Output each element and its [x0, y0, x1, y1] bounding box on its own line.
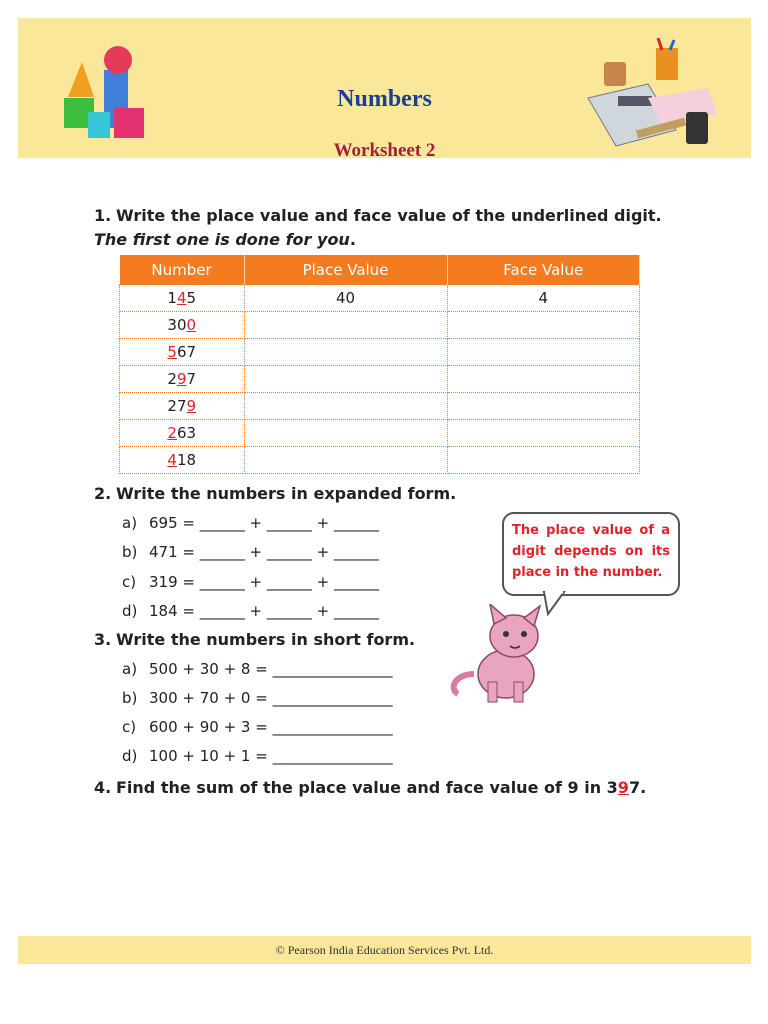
question-text: Find the sum of the place value and face value of 9 in 3 — [116, 778, 618, 797]
expanded-item — [122, 514, 379, 532]
item-expression: 319 = ______ + ______ + ______ — [149, 573, 379, 591]
column-header: Place Value — [244, 255, 447, 285]
underlined-digit: 4 — [176, 289, 187, 307]
number-cell — [120, 312, 245, 339]
question-number: 1. — [94, 206, 112, 225]
item-label: d) — [122, 602, 138, 620]
face-value-cell — [447, 447, 640, 474]
table-row — [120, 420, 640, 447]
item-expression: 100 + 10 + 1 = ________________ — [149, 747, 393, 765]
question-text: Write the place value and face value of the underlined digit. — [116, 206, 662, 225]
item-label: a) — [122, 514, 138, 532]
table-row — [120, 447, 640, 474]
number-digits: 18 — [176, 451, 197, 469]
item-label: d) — [122, 747, 138, 765]
expanded-item — [122, 543, 379, 561]
place-value-cell — [244, 366, 447, 393]
table-row — [120, 285, 640, 312]
underlined-digit: 9 — [186, 397, 197, 415]
underlined-digit: 5 — [167, 343, 177, 361]
item-label: a) — [122, 660, 138, 678]
number-cell — [120, 447, 245, 474]
underlined-digit: 9 — [176, 370, 187, 388]
table-row — [120, 339, 640, 366]
place-value-table — [119, 255, 640, 474]
table-row — [120, 393, 640, 420]
expanded-item — [122, 573, 379, 591]
underlined-digit: 2 — [167, 424, 177, 442]
table-row — [120, 312, 640, 339]
question-hint: The first one is done for you — [94, 230, 350, 249]
item-expression: 471 = ______ + ______ + ______ — [149, 543, 379, 561]
item-label: c) — [122, 573, 137, 591]
item-label: b) — [122, 543, 138, 561]
face-value-cell — [447, 420, 640, 447]
footer-copyright: © Pearson India Education Services Pvt. Ltd. — [18, 936, 751, 964]
header-banner — [18, 18, 751, 161]
item-expression: 600 + 90 + 3 = ________________ — [149, 718, 393, 736]
table-row — [120, 366, 640, 393]
face-value-cell — [447, 366, 640, 393]
place-value-cell — [244, 312, 447, 339]
question-text: Write the numbers in expanded form. — [116, 484, 457, 503]
number-cell — [120, 366, 245, 393]
column-header: Face Value — [447, 255, 640, 285]
question-number: 4. — [94, 778, 112, 797]
underlined-digit: 9 — [617, 778, 629, 797]
question-text: Write the numbers in short form. — [116, 630, 416, 649]
place-value-cell — [244, 420, 447, 447]
bubble-text: The place value of a digit depends on its place in the number. — [512, 523, 670, 580]
question-4 — [94, 778, 646, 797]
place-value-cell — [244, 339, 447, 366]
number-digits: 5 — [186, 289, 197, 307]
number-digits: 27 — [167, 397, 187, 415]
question-text-end: 7. — [628, 778, 647, 797]
face-value-cell — [447, 393, 640, 420]
number-cell — [120, 393, 245, 420]
item-expression: 300 + 70 + 0 = ________________ — [149, 689, 393, 707]
number-digits: 63 — [176, 424, 197, 442]
number-cell — [120, 420, 245, 447]
short-form-item — [122, 747, 393, 765]
item-expression: 500 + 30 + 8 = ________________ — [149, 660, 393, 678]
page-title: Numbers — [337, 86, 432, 112]
number-digits: 2 — [167, 370, 177, 388]
item-label: c) — [122, 718, 137, 736]
underlined-digit: 0 — [186, 316, 197, 334]
question-number: 3. — [94, 630, 112, 649]
face-value-cell — [447, 312, 640, 339]
page-subtitle: Worksheet 2 — [333, 140, 436, 161]
number-digits: 1 — [167, 289, 177, 307]
speech-bubble — [502, 512, 680, 596]
place-value-cell — [244, 447, 447, 474]
place-value-cell: 40 — [244, 285, 447, 312]
short-form-item — [122, 689, 393, 707]
face-value-cell — [447, 339, 640, 366]
item-expression: 695 = ______ + ______ + ______ — [149, 514, 379, 532]
question-number: 2. — [94, 484, 112, 503]
place-value-cell — [244, 393, 447, 420]
underlined-digit: 4 — [167, 451, 177, 469]
face-value-cell: 4 — [447, 285, 640, 312]
number-digits: 30 — [167, 316, 187, 334]
number-cell — [120, 339, 245, 366]
desk-stationery-icon — [578, 38, 728, 150]
question-3 — [94, 630, 415, 649]
number-cell — [120, 285, 245, 312]
column-header: Number — [120, 255, 245, 285]
question-end: . — [349, 230, 356, 249]
table-header-row — [120, 255, 640, 285]
number-digits: 67 — [176, 343, 197, 361]
question-1 — [94, 204, 694, 252]
expanded-item — [122, 602, 379, 620]
short-form-item — [122, 718, 393, 736]
number-digits: 7 — [186, 370, 197, 388]
item-label: b) — [122, 689, 138, 707]
cat-icon — [444, 604, 554, 706]
question-2 — [94, 484, 456, 503]
item-expression: 184 = ______ + ______ + ______ — [149, 602, 379, 620]
short-form-item — [122, 660, 393, 678]
